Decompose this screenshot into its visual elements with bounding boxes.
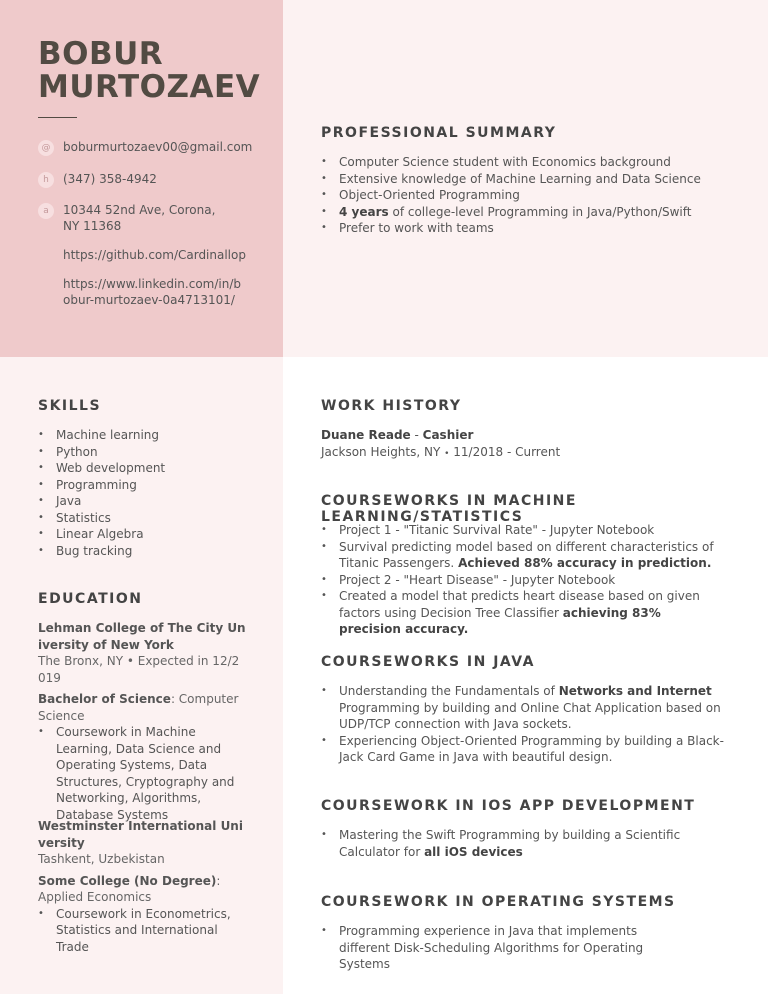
- java-text: Understanding the Fundamentals of: [339, 684, 559, 698]
- linkedin-link[interactable]: https://www.linkedin.com/in/bobur-murtozaev-0a4713101/: [63, 277, 241, 307]
- last-name: MURTOZAEV: [38, 69, 261, 105]
- degree-field: : Applied Economics: [38, 873, 221, 904]
- address-icon: a: [38, 203, 54, 219]
- coursework-item: • Coursework in Machine Learning, Data Science and Operating Systems, Data Structures, Cryptography and Networking, Algorithms, Database Systems: [38, 724, 246, 823]
- contact-linkedin[interactable]: [38, 276, 253, 308]
- java-text: Programming by building and Online Chat Application based on UDP/TCP connection with Java sockets.: [339, 700, 721, 731]
- degree-line: [38, 691, 246, 724]
- job-role: Cashier: [422, 428, 474, 442]
- summary-bold: 4 years: [339, 204, 389, 219]
- coursework-item: • Coursework in Econometrics, Statistics and International Trade: [38, 906, 246, 956]
- contact-address: [38, 202, 253, 234]
- java-item: [321, 683, 731, 733]
- java-heading: COURSEWORKS IN JAVA: [321, 654, 536, 670]
- os-list: [321, 923, 681, 973]
- github-link[interactable]: https://github.com/Cardinallop: [63, 248, 246, 262]
- school-location: The Bronx, NY: [38, 654, 124, 668]
- summary-heading: PROFESSIONAL SUMMARY: [321, 125, 557, 141]
- java-item: • Experiencing Object-Oriented Programming by building a Black-Jack Card Game in Java with beautiful design.: [321, 733, 731, 766]
- skill-item: • Programming: [38, 477, 258, 494]
- summary-item: [321, 204, 741, 221]
- skill-item: • Bug tracking: [38, 543, 258, 560]
- contact-github[interactable]: [38, 247, 253, 263]
- os-item: • Programming experience in Java that implements different Disk-Scheduling Algorithms for Operating Systems: [321, 923, 681, 973]
- ml-text: Survival predicting model based on different characteristics of Titanic Passengers.: [339, 539, 714, 570]
- ml-item: • Project 2 - "Heart Disease" - Jupyter Notebook: [321, 572, 726, 589]
- ml-heading: COURSEWORKS IN MACHINE LEARNING/STATISTICS: [321, 493, 577, 525]
- job-location: Jackson Heights, NY: [321, 444, 441, 459]
- skill-item: • Linear Algebra: [38, 526, 258, 543]
- coursework-list: [38, 906, 246, 956]
- java-bold: Networks and Internet: [558, 684, 712, 698]
- first-name: BOBUR: [38, 36, 164, 72]
- job-title-line: [321, 427, 741, 444]
- ios-item: [321, 827, 726, 860]
- ml-item: [321, 588, 726, 638]
- summary-list: [321, 154, 741, 237]
- os-heading: COURSEWORK IN OPERATING SYSTEMS: [321, 894, 676, 910]
- job-entry: [321, 427, 741, 462]
- summary-text: of college-level Programming in Java/Python/Swift: [388, 204, 692, 219]
- summary-item: • Object-Oriented Programming: [321, 187, 741, 204]
- phone-text[interactable]: (347) 358-4942: [63, 172, 157, 186]
- summary-item: • Extensive knowledge of Machine Learning and Data Science: [321, 171, 741, 188]
- degree-label: Some College (No Degree): [38, 873, 217, 888]
- phone-icon: h: [38, 172, 54, 188]
- ml-bold: achieving 83% precision accuracy.: [339, 605, 661, 636]
- skill-item: • Web development: [38, 460, 258, 477]
- job-separator: -: [410, 428, 423, 442]
- skills-heading: SKILLS: [38, 398, 102, 414]
- work-heading: WORK HISTORY: [321, 398, 462, 414]
- skill-item: • Machine learning: [38, 427, 258, 444]
- name-divider: [38, 117, 77, 118]
- degree-line: [38, 873, 246, 906]
- summary-item: • Computer Science student with Economics background: [321, 154, 741, 171]
- ios-heading: COURSEWORK IN IOS APP DEVELOPMENT: [321, 798, 696, 814]
- skill-item: • Python: [38, 444, 258, 461]
- education-entry-1: [38, 620, 246, 823]
- ml-bold: Achieved 88% accuracy in prediction.: [458, 556, 712, 570]
- ios-list: [321, 827, 726, 860]
- ios-bold: all iOS devices: [424, 844, 523, 859]
- ios-text: Mastering the Swift Programming by building a Scientific Calculator for: [339, 828, 681, 859]
- school-name: Westminster International University: [38, 819, 243, 850]
- candidate-name: [38, 38, 260, 104]
- ml-text: Created a model that predicts heart disease based on given factors using Decision Tree Classifier: [339, 589, 700, 620]
- email-icon: @: [38, 140, 54, 156]
- summary-item: • Prefer to work with teams: [321, 220, 741, 237]
- contact-email[interactable]: [38, 139, 253, 155]
- skills-list: [38, 427, 258, 559]
- java-list: [321, 683, 731, 766]
- degree-field: : Computer Science: [38, 692, 239, 723]
- address-text: 10344 52nd Ave, Corona, NY 11368: [63, 203, 216, 233]
- skill-item: • Statistics: [38, 510, 258, 527]
- skill-item: • Java: [38, 493, 258, 510]
- school-name: Lehman College of The City University of New York: [38, 621, 246, 652]
- job-dates: 11/2018 - Current: [453, 444, 561, 459]
- school-location: Tashkent, Uzbekistan: [38, 852, 165, 866]
- education-heading: EDUCATION: [38, 591, 143, 607]
- education-entry-2: [38, 818, 246, 955]
- school-date: Expected in 12/2019: [38, 654, 240, 685]
- coursework-list: [38, 724, 246, 823]
- job-meta: [321, 444, 741, 463]
- school-meta: The Bronx, NY • Expected in 12/2019: [38, 654, 240, 685]
- contact-phone[interactable]: [38, 171, 253, 187]
- email-text[interactable]: boburmurtozaev00@gmail.com: [63, 140, 253, 154]
- ml-item: [321, 539, 726, 572]
- degree-label: Bachelor of Science: [38, 692, 171, 706]
- ml-list: [321, 522, 726, 638]
- ml-item: • Project 1 - "Titanic Survival Rate" - Jupyter Notebook: [321, 522, 726, 539]
- meta-separator: •: [444, 448, 450, 459]
- employer: Duane Reade: [321, 428, 411, 442]
